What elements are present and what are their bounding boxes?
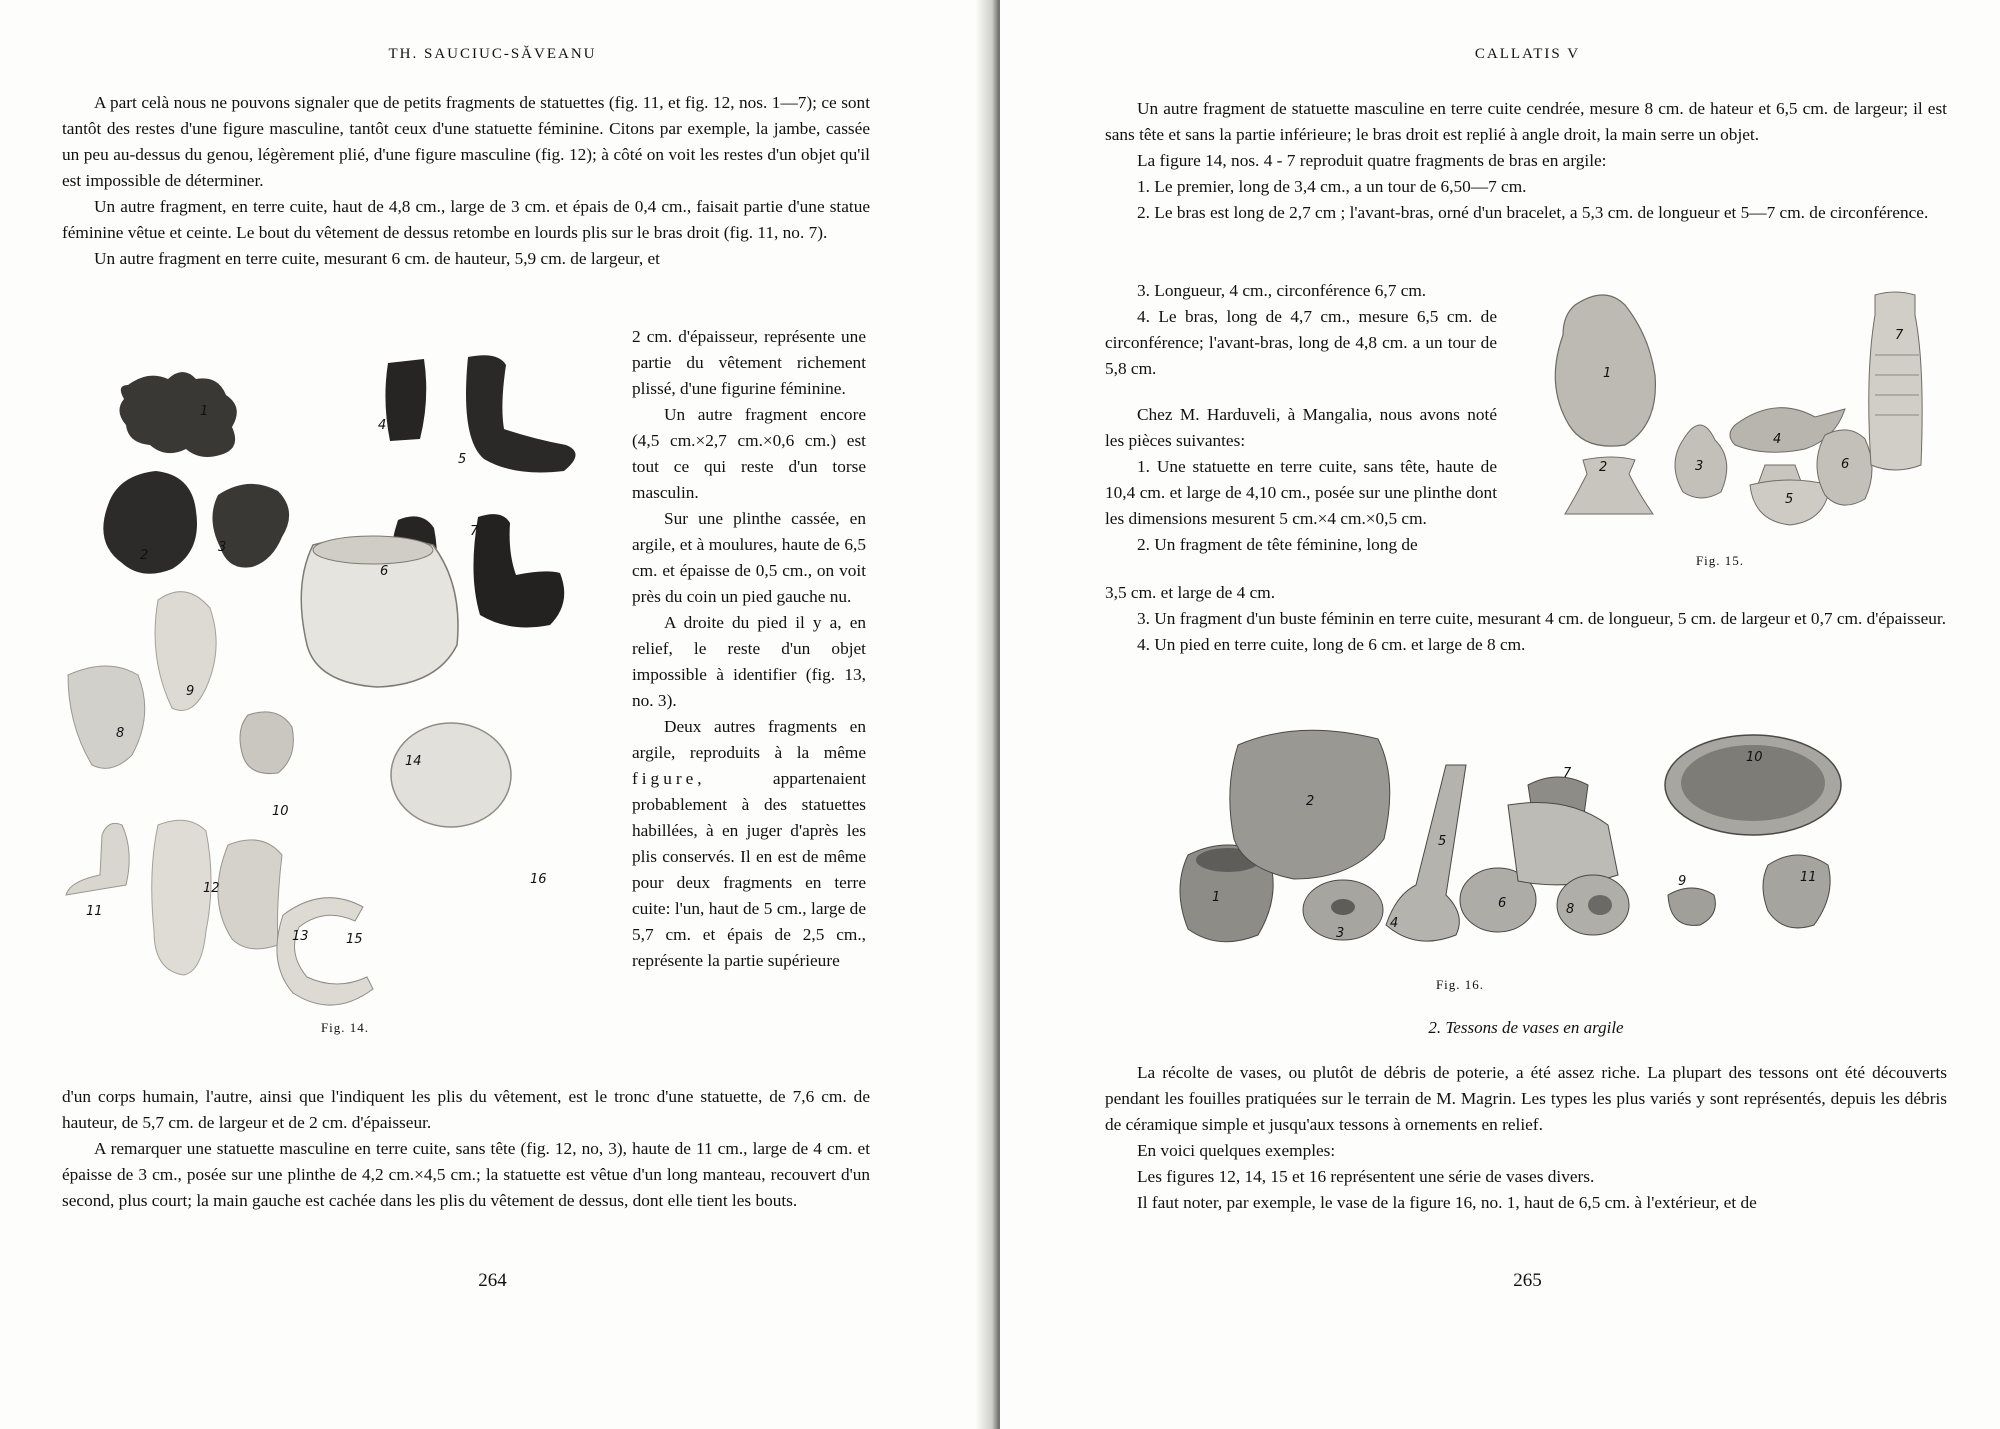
fig16-number: 2 (1306, 794, 1315, 809)
paragraph: La figure 14, nos. 4 - 7 reproduit quatre fragments de bras en argile: (1137, 151, 1607, 170)
paragraph: 1. Le premier, long de 3,4 cm., a un tour de 6,50—7 cm. (1137, 177, 1527, 196)
paragraph: 3,5 cm. et large de 4 cm. (1105, 583, 1276, 602)
paragraph: 3. Un fragment d'un buste féminin en terre cuite, mesurant 4 cm. de longueur, 5 cm. de largeur et 0,7 cm. d'épaisseur. (1137, 609, 1947, 628)
paragraph: 2. Un fragment de tête féminine, long de (1137, 535, 1418, 554)
paragraph: 2. Le bras est long de 2,7 cm ; l'avant-bras, orné d'un bracelet, a 5,3 cm. de longueur et 5—7 cm. de circonférence. (1137, 203, 1929, 222)
fig14-number: 3 (218, 540, 227, 555)
fig15-number: 5 (1785, 492, 1794, 507)
fig16-number: 9 (1678, 874, 1687, 889)
page-number-left: 264 (478, 1270, 507, 1291)
right-side-column (1105, 278, 1497, 558)
fig14-number: 6 (380, 564, 389, 579)
right-page (1000, 0, 2000, 1429)
figure-16-caption: Fig. 16. (1435, 977, 1485, 992)
fig16-number: 10 (1746, 750, 1763, 765)
fig14-number: 16 (530, 872, 547, 887)
right-after-side-text (1105, 580, 1947, 658)
section-heading: 2. Tessons de vases en argile (1428, 1018, 1624, 1037)
paragraph: La récolte de vases, ou plutôt de débris de poterie, a été assez riche. La plupart des tessons ont été découverts pendant les fouilles pratiquées sur le terrain de M. Magrin. Les types les plus variés y sont représentés, depuis les débris de céramique simple et jusqu'aux tessons à ornements en relief. (1105, 1063, 1947, 1134)
fig16-number: 7 (1563, 766, 1572, 781)
fig16-number: 1 (1212, 890, 1221, 905)
fig14-number: 11 (86, 904, 103, 919)
left-top-text (62, 90, 870, 272)
fig15-number: 7 (1895, 328, 1904, 343)
paragraph: A part celà nous ne pouvons signaler que de petits fragments de statuettes (fig. 11, et fig. 12, nos. 1—7); ce sont tantôt des restes d'une figure masculine, tantôt ceux d'une statuette féminine. Citons par exemple, la jambe, cassée un peu au-dessus du genou, légèrement plié, d'une figure masculine (fig. 12); à côté on voit les restes d'un objet qu'il est impossible de déterminer. (62, 93, 870, 190)
fig16-number: 3 (1336, 926, 1345, 941)
text-run: Deux autres fragments en argile, reproduits à la même (632, 717, 866, 762)
figure-14-plate (58, 345, 623, 1010)
fig14-number: 13 (292, 929, 309, 944)
fig16-number: 11 (1800, 870, 1817, 885)
figure-15-plate (1535, 275, 1945, 545)
fig14-number: 14 (405, 754, 422, 769)
fig16-number: 6 (1498, 896, 1507, 911)
right-bottom-text (1105, 1060, 1947, 1216)
fig14-number: 12 (203, 881, 220, 896)
page-number-right: 265 (1513, 1270, 1542, 1291)
fig16-number: 4 (1390, 916, 1399, 931)
paragraph: 4. Le bras, long de 4,7 cm., mesure 6,5 cm. de circonférence; l'avant-bras, long de 4,8 cm. a un tour de 5,8 cm. (1105, 307, 1497, 378)
paragraph: En voici quelques exemples: (1137, 1141, 1336, 1160)
fig14-number: 10 (272, 804, 289, 819)
paragraph: A droite du pied il y a, en relief, le reste d'un objet impossible à identifier (fig. 13, no. 3). (632, 613, 866, 710)
fig14-number: 8 (116, 726, 125, 741)
fig14-number: 7 (470, 524, 479, 539)
fig14-number: 5 (458, 452, 467, 467)
paragraph (632, 714, 866, 974)
fig14-number: 15 (346, 932, 363, 947)
paragraph: Un autre fragment encore (4,5 cm.×2,7 cm.×0,6 cm.) est tout ce qui reste d'un torse masculin. (632, 405, 866, 502)
spaced-word: figure (632, 769, 698, 788)
fig15-number: 3 (1695, 459, 1704, 474)
paragraph: 4. Un pied en terre cuite, long de 6 cm. et large de 8 cm. (1137, 635, 1526, 654)
fig16-number: 8 (1566, 902, 1575, 917)
fig14-number: 1 (200, 404, 209, 419)
left-bottom-text (62, 1084, 870, 1214)
fig15-number: 1 (1603, 366, 1612, 381)
fig14-number: 9 (186, 684, 195, 699)
text-run: , appartenaient probablement à des statuettes habillées, à en juger d'après les plis conservés. Il en est de même pour deux fragments en terre cuite: l'un, haut de 5 cm., large de 5,7 cm. et épais de 2,5 cm., représente la partie supérieure (632, 769, 866, 970)
paragraph: A remarquer une statuette masculine en terre cuite, sans tête (fig. 12, no, 3), haute de 11 cm., large de 4 cm. et épaisse de 3 cm., posée sur une plinthe de 4,2 cm.×4,5 cm.; la statuette est vêtue d'un long manteau, recouvert d'un second, plus court; la main gauche est cachée dans les plis du vêtement de dessus, dont elle tient les bouts. (62, 1139, 870, 1210)
fig15-number: 2 (1599, 460, 1608, 475)
paragraph: Un autre fragment en terre cuite, mesurant 6 cm. de hauteur, 5,9 cm. de largeur, et (94, 249, 660, 268)
paragraph: 3. Longueur, 4 cm., circonférence 6,7 cm. (1137, 281, 1427, 300)
figure-14-caption: Fig. 14. (320, 1020, 370, 1035)
running-head-left: TH. SAUCIUC-SĂVEANU (388, 46, 597, 62)
paragraph: 2 cm. d'épaisseur, représente une partie du vêtement richement plissé, d'une figurine féminine. (632, 327, 866, 398)
paragraph: Les figures 12, 14, 15 et 16 représentent une série de vases divers. (1137, 1167, 1595, 1186)
paragraph: Il faut noter, par exemple, le vase de la figure 16, no. 1, haut de 6,5 cm. à l'extérieur, et de (1137, 1193, 1757, 1212)
right-top-text (1105, 96, 1947, 226)
fig16-number: 5 (1438, 834, 1447, 849)
fig14-number: 2 (140, 548, 149, 563)
figure-16-plate (1168, 725, 1868, 975)
paragraph: Un autre fragment, en terre cuite, haut de 4,8 cm., large de 3 cm. et épais de 0,4 cm., faisait partie d'une statue féminine vêtue et ceinte. Le bout du vêtement de dessus retombe en lourds plis sur le bras droit (fig. 11, no. 7). (62, 197, 870, 242)
fig15-number: 4 (1773, 432, 1782, 447)
figure-15-caption: Fig. 15. (1695, 553, 1745, 568)
paragraph: 1. Une statuette en terre cuite, sans tête, haute de 10,4 cm. et large de 4,10 cm., posée sur une plinthe dont les dimensions mesurent 5 cm.×4 cm.×0,5 cm. (1105, 457, 1497, 528)
fig14-number: 4 (378, 418, 387, 433)
paragraph: d'un corps humain, l'autre, ainsi que l'indiquent les plis du vêtement, est le tronc d'une statuette, de 7,6 cm. de hauteur, de 5,7 cm. de largeur et de 2 cm. d'épaisseur. (62, 1087, 870, 1132)
paragraph: Sur une plinthe cassée, en argile, et à moulures, haute de 6,5 cm. et épaisse de 0,5 cm., on voit près du coin un pied gauche nu. (632, 509, 866, 606)
paragraph: Chez M. Harduveli, à Mangalia, nous avons noté les pièces suivantes: (1105, 405, 1497, 450)
left-side-column (632, 324, 866, 974)
paragraph: Un autre fragment de statuette masculine en terre cuite cendrée, mesure 8 cm. de hateur et 6,5 cm. de largeur; il est sans tête et sans la partie inférieure; le bras droit est replié à angle droit, la main serre un objet. (1105, 99, 1947, 144)
running-head-right: CALLATIS V (1474, 46, 1581, 62)
fig15-number: 6 (1841, 457, 1850, 472)
